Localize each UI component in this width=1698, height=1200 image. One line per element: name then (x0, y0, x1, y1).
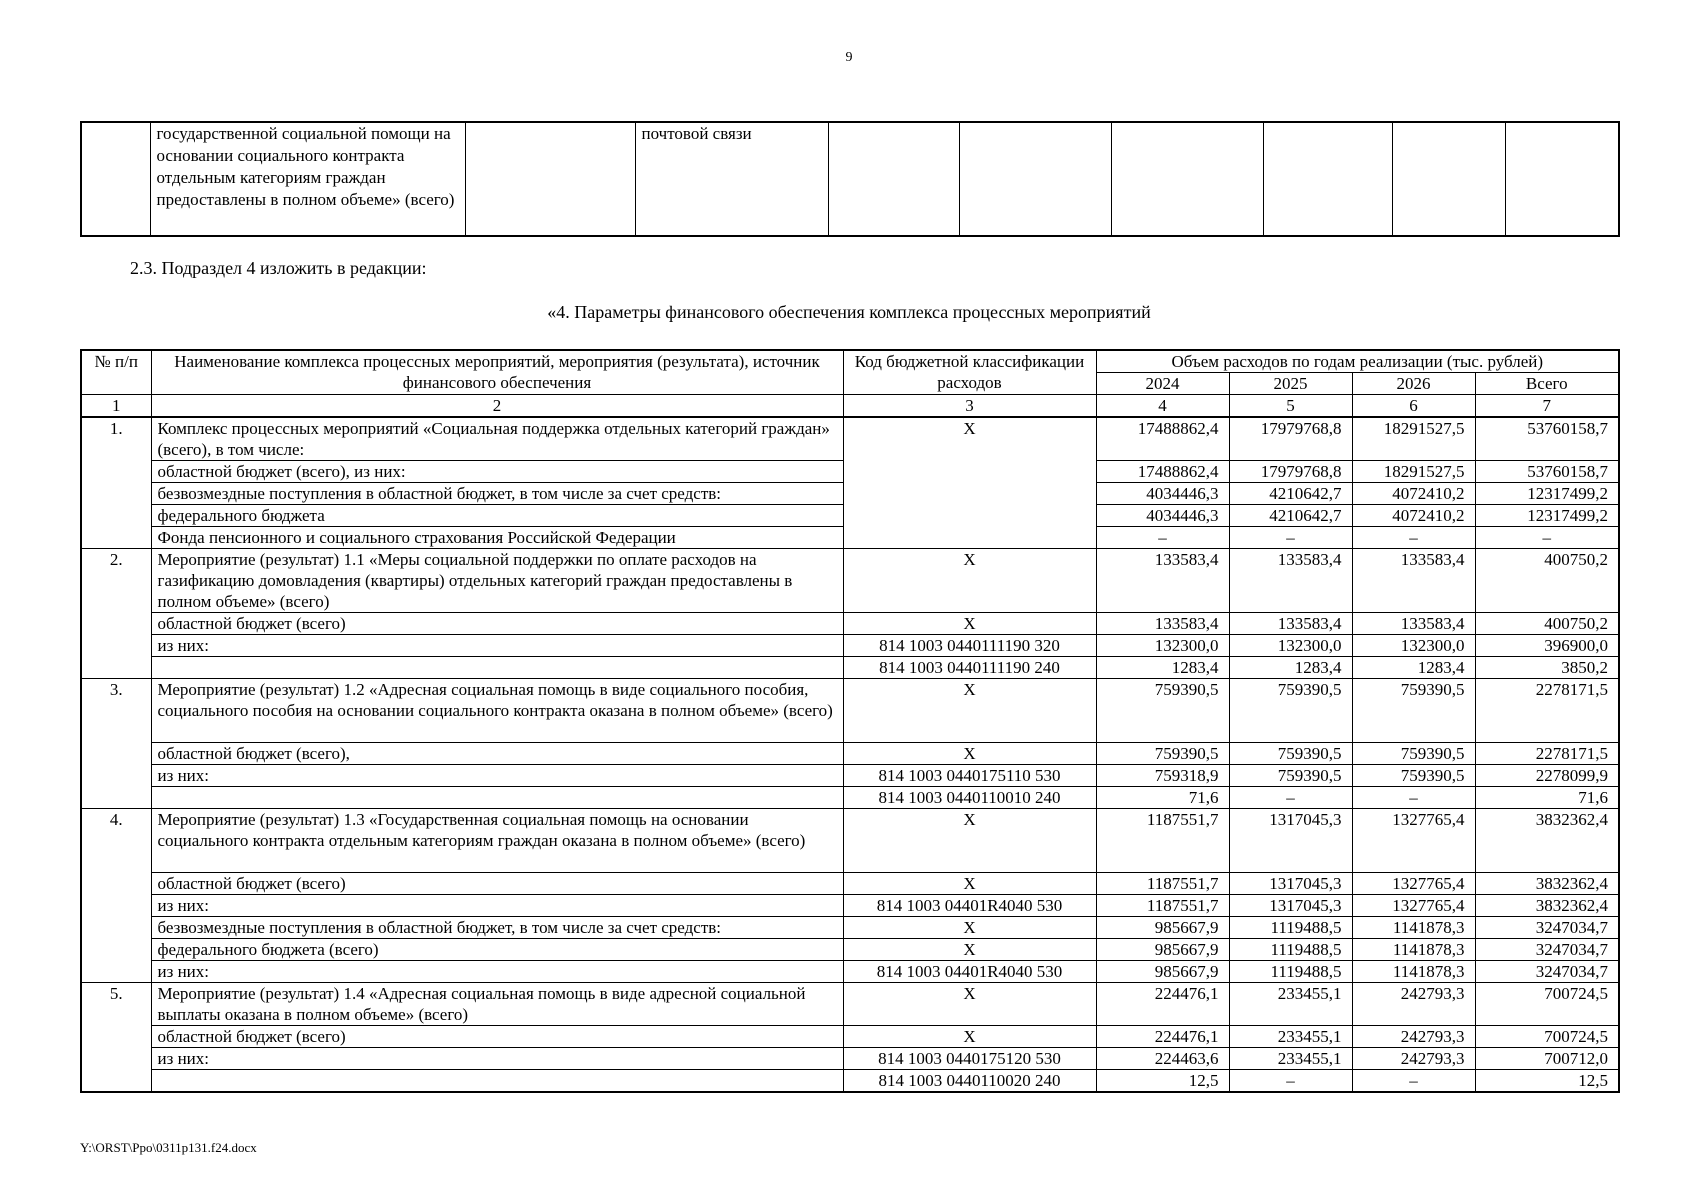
col-number: 5 (1229, 395, 1352, 418)
row-value-2024: 12,5 (1096, 1070, 1229, 1093)
cell-source: почтовой связи (635, 122, 828, 236)
row-number: 3. (81, 679, 151, 809)
row-value-total: 12317499,2 (1475, 505, 1619, 527)
table-row (81, 1026, 1619, 1048)
row-code: X (843, 939, 1096, 961)
row-value-2026: 132300,0 (1352, 635, 1475, 657)
row-value-2026: 1141878,3 (1352, 961, 1475, 983)
col-number: 4 (1096, 395, 1229, 418)
cell (1263, 122, 1392, 236)
row-value-2024: 224476,1 (1096, 983, 1229, 1026)
cell (1505, 122, 1619, 236)
row-value-2024: 1187551,7 (1096, 895, 1229, 917)
row-name: федерального бюджета (всего) (151, 939, 843, 961)
row-value-2024: 1187551,7 (1096, 809, 1229, 873)
table-row (81, 613, 1619, 635)
row-value-2024: 759318,9 (1096, 765, 1229, 787)
row-value-2026: 1283,4 (1352, 657, 1475, 679)
cell-name: государственной социальной помощи на основании социального контракта отдельным категориям граждан предоставлены в полном объеме» (всего) (150, 122, 465, 236)
row-value-2026: – (1352, 527, 1475, 549)
row-code: X (843, 983, 1096, 1026)
row-value-2026: 759390,5 (1352, 765, 1475, 787)
row-name: из них: (151, 1048, 843, 1070)
row-value-2025: 1317045,3 (1229, 809, 1352, 873)
row-value-total: – (1475, 527, 1619, 549)
header-year-2024: 2024 (1096, 373, 1229, 395)
col-number: 6 (1352, 395, 1475, 418)
row-value-total: 3832362,4 (1475, 895, 1619, 917)
row-name: Фонда пенсионного и социального страхования Российской Федерации (151, 527, 843, 549)
row-value-total: 2278171,5 (1475, 743, 1619, 765)
header-name: Наименование комплекса процессных мероприятий, мероприятия (результата), источник финансового обеспечения (151, 350, 843, 395)
row-value-2025: 1119488,5 (1229, 961, 1352, 983)
page-number: 9 (845, 50, 853, 65)
table-row (81, 1048, 1619, 1070)
row-code: X (843, 679, 1096, 743)
row-name: из них: (151, 765, 843, 787)
header-code: Код бюджетной классификации расходов (843, 350, 1096, 395)
row-value-2025: 1119488,5 (1229, 917, 1352, 939)
row-value-2026: 4072410,2 (1352, 505, 1475, 527)
row-value-total: 3247034,7 (1475, 961, 1619, 983)
row-value-total: 3832362,4 (1475, 809, 1619, 873)
row-name: областной бюджет (всего), из них: (151, 461, 843, 483)
row-value-2025: 17979768,8 (1229, 461, 1352, 483)
row-code: X (843, 873, 1096, 895)
row-value-total: 3832362,4 (1475, 873, 1619, 895)
table-row (81, 939, 1619, 961)
row-value-2025: 132300,0 (1229, 635, 1352, 657)
header-total: Всего (1475, 373, 1619, 395)
table-row (81, 657, 1619, 679)
row-value-total: 700724,5 (1475, 1026, 1619, 1048)
row-name: Мероприятие (результат) 1.4 «Адресная социальная помощь в виде адресной социальной выплаты оказана в полном объеме» (всего) (151, 983, 843, 1026)
table-row (81, 743, 1619, 765)
header-num: № п/п (81, 350, 151, 395)
row-value-total: 400750,2 (1475, 613, 1619, 635)
table-row (81, 549, 1619, 613)
row-name (151, 787, 843, 809)
row-code: X (843, 743, 1096, 765)
row-value-2026: 18291527,5 (1352, 417, 1475, 461)
header-year-2025: 2025 (1229, 373, 1352, 395)
row-name: Мероприятие (результат) 1.1 «Меры социальной поддержки по оплате расходов на газификацию домовладения (квартиры) отдельных категорий граждан предоставлены в полном объеме» (всего) (151, 549, 843, 613)
row-code: X (843, 917, 1096, 939)
row-code: X (843, 1026, 1096, 1048)
table-row (81, 873, 1619, 895)
row-value-2026: 18291527,5 (1352, 461, 1475, 483)
table-row (81, 417, 1619, 461)
row-value-2026: 1327765,4 (1352, 809, 1475, 873)
continued-table (80, 121, 1620, 237)
table-row (81, 679, 1619, 743)
row-value-2024: – (1096, 527, 1229, 549)
row-number: 5. (81, 983, 151, 1093)
row-value-2024: 985667,9 (1096, 917, 1229, 939)
table-row (81, 895, 1619, 917)
row-value-2024: 4034446,3 (1096, 483, 1229, 505)
col-number: 7 (1475, 395, 1619, 418)
row-value-2026: – (1352, 1070, 1475, 1093)
row-value-2024: 71,6 (1096, 787, 1229, 809)
row-name (151, 1070, 843, 1093)
row-value-2025: 4210642,7 (1229, 505, 1352, 527)
table-row (81, 787, 1619, 809)
row-value-total: 71,6 (1475, 787, 1619, 809)
cell (81, 122, 150, 236)
row-value-2026: 4072410,2 (1352, 483, 1475, 505)
row-value-2025: 133583,4 (1229, 549, 1352, 613)
row-value-2026: – (1352, 787, 1475, 809)
row-code: X (843, 809, 1096, 873)
row-value-total: 12317499,2 (1475, 483, 1619, 505)
row-name: из них: (151, 635, 843, 657)
row-value-2026: 759390,5 (1352, 679, 1475, 743)
row-value-2024: 133583,4 (1096, 549, 1229, 613)
table-row (81, 809, 1619, 873)
row-value-2025: 133583,4 (1229, 613, 1352, 635)
row-value-2026: 133583,4 (1352, 613, 1475, 635)
row-value-2024: 985667,9 (1096, 939, 1229, 961)
row-value-2026: 1327765,4 (1352, 873, 1475, 895)
row-name: федерального бюджета (151, 505, 843, 527)
cell (959, 122, 1111, 236)
row-name: областной бюджет (всего) (151, 1026, 843, 1048)
row-value-2024: 759390,5 (1096, 679, 1229, 743)
table-row (81, 917, 1619, 939)
row-value-2025: 759390,5 (1229, 679, 1352, 743)
table-row (81, 961, 1619, 983)
row-code: 814 1003 0440175120 530 (843, 1048, 1096, 1070)
cell (828, 122, 959, 236)
row-value-2025: 233455,1 (1229, 983, 1352, 1026)
row-number: 1. (81, 417, 151, 549)
row-name: Комплекс процессных мероприятий «Социальная поддержка отдельных категорий граждан» (всего), в том числе: (151, 417, 843, 461)
row-code: 814 1003 0440111190 240 (843, 657, 1096, 679)
row-value-2025: – (1229, 1070, 1352, 1093)
col-number: 3 (843, 395, 1096, 418)
row-value-total: 3850,2 (1475, 657, 1619, 679)
row-value-2025: 4210642,7 (1229, 483, 1352, 505)
row-number: 2. (81, 549, 151, 679)
finance-table (80, 349, 1620, 1093)
row-value-2025: 759390,5 (1229, 743, 1352, 765)
row-value-2025: 1317045,3 (1229, 873, 1352, 895)
row-value-2024: 133583,4 (1096, 613, 1229, 635)
row-value-2026: 242793,3 (1352, 983, 1475, 1026)
section-title: «4. Параметры финансового обеспечения комплекса процессных мероприятий (547, 302, 1151, 322)
row-code: X (843, 549, 1096, 613)
row-value-2025: 1317045,3 (1229, 895, 1352, 917)
row-value-2026: 759390,5 (1352, 743, 1475, 765)
row-value-total: 400750,2 (1475, 549, 1619, 613)
row-value-2026: 1141878,3 (1352, 939, 1475, 961)
row-value-2024: 4034446,3 (1096, 505, 1229, 527)
row-value-2026: 133583,4 (1352, 549, 1475, 613)
row-number: 4. (81, 809, 151, 983)
row-value-total: 396900,0 (1475, 635, 1619, 657)
row-name: областной бюджет (всего) (151, 873, 843, 895)
row-value-2025: 1119488,5 (1229, 939, 1352, 961)
row-value-total: 3247034,7 (1475, 917, 1619, 939)
cell (465, 122, 635, 236)
table-row (81, 1070, 1619, 1093)
row-name: областной бюджет (всего), (151, 743, 843, 765)
col-number: 1 (81, 395, 151, 418)
row-value-total: 3247034,7 (1475, 939, 1619, 961)
row-name: безвозмездные поступления в областной бюджет, в том числе за счет средств: (151, 483, 843, 505)
row-value-2024: 17488862,4 (1096, 461, 1229, 483)
row-code: 814 1003 04401R4040 530 (843, 961, 1096, 983)
row-value-2025: 233455,1 (1229, 1048, 1352, 1070)
row-value-2026: 1327765,4 (1352, 895, 1475, 917)
row-value-2024: 17488862,4 (1096, 417, 1229, 461)
row-name: безвозмездные поступления в областной бюджет, в том числе за счет средств: (151, 917, 843, 939)
row-code: 814 1003 04401R4040 530 (843, 895, 1096, 917)
row-value-total: 53760158,7 (1475, 461, 1619, 483)
row-code: 814 1003 0440111190 320 (843, 635, 1096, 657)
row-code: 814 1003 0440110020 240 (843, 1070, 1096, 1093)
row-value-2026: 242793,3 (1352, 1048, 1475, 1070)
row-name: из них: (151, 961, 843, 983)
row-value-2026: 1141878,3 (1352, 917, 1475, 939)
row-value-2024: 132300,0 (1096, 635, 1229, 657)
header-volume: Объем расходов по годам реализации (тыс. рублей) (1096, 350, 1619, 373)
row-value-2024: 985667,9 (1096, 961, 1229, 983)
row-value-2025: 759390,5 (1229, 765, 1352, 787)
row-value-total: 53760158,7 (1475, 417, 1619, 461)
row-code: 814 1003 0440110010 240 (843, 787, 1096, 809)
cell (1111, 122, 1263, 236)
col-number: 2 (151, 395, 843, 418)
row-name (151, 657, 843, 679)
row-value-2025: 17979768,8 (1229, 417, 1352, 461)
table-row (81, 983, 1619, 1026)
row-value-2024: 224463,6 (1096, 1048, 1229, 1070)
row-value-total: 700724,5 (1475, 983, 1619, 1026)
row-name: из них: (151, 895, 843, 917)
row-code: X (843, 417, 1096, 549)
row-name: областной бюджет (всего) (151, 613, 843, 635)
row-value-total: 2278171,5 (1475, 679, 1619, 743)
row-value-2025: – (1229, 787, 1352, 809)
row-name: Мероприятие (результат) 1.2 «Адресная социальная помощь в виде социального пособия, социального пособия на основании социального контракта оказана в полном объеме» (всего) (151, 679, 843, 743)
row-value-2025: – (1229, 527, 1352, 549)
row-code: 814 1003 0440175110 530 (843, 765, 1096, 787)
row-value-2024: 1187551,7 (1096, 873, 1229, 895)
row-value-2024: 1283,4 (1096, 657, 1229, 679)
table-row (81, 635, 1619, 657)
row-value-2024: 759390,5 (1096, 743, 1229, 765)
cell (1392, 122, 1505, 236)
row-value-2026: 242793,3 (1352, 1026, 1475, 1048)
row-value-total: 2278099,9 (1475, 765, 1619, 787)
paragraph: 2.3. Подраздел 4 изложить в редакции: (130, 258, 427, 278)
row-value-total: 700712,0 (1475, 1048, 1619, 1070)
row-name: Мероприятие (результат) 1.3 «Государственная социальная помощь на основании социального контракта отдельным категориям граждан оказана в полном объеме» (всего) (151, 809, 843, 873)
table-row (81, 765, 1619, 787)
row-value-2025: 233455,1 (1229, 1026, 1352, 1048)
header-year-2026: 2026 (1352, 373, 1475, 395)
row-value-total: 12,5 (1475, 1070, 1619, 1093)
file-path-footer: Y:\ORST\Ppo\0311p131.f24.docx (80, 1140, 257, 1155)
row-code: X (843, 613, 1096, 635)
row-value-2024: 224476,1 (1096, 1026, 1229, 1048)
row-value-2025: 1283,4 (1229, 657, 1352, 679)
